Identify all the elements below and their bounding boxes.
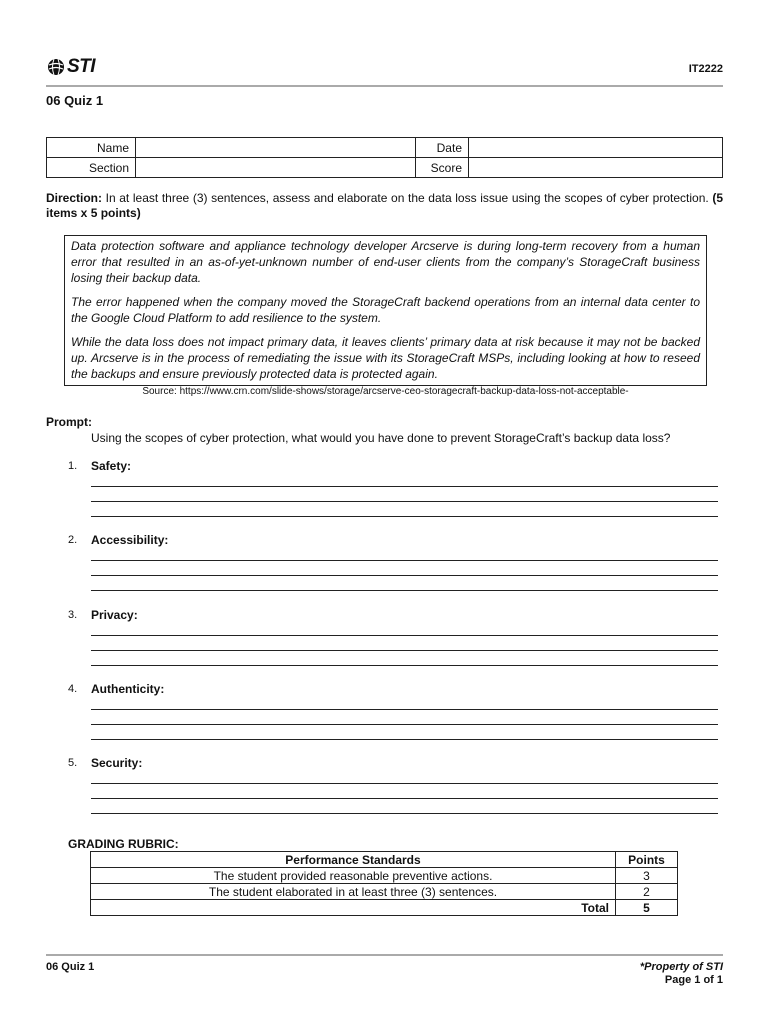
- quiz-title: 06 Quiz 1: [46, 93, 104, 108]
- answer-line[interactable]: [91, 486, 718, 487]
- item-number: 1.: [68, 460, 78, 472]
- answer-line[interactable]: [91, 665, 718, 666]
- student-info-table: [46, 137, 723, 178]
- rubric-standard: The student elaborated in at least three (3) sentences.: [91, 884, 616, 900]
- item-number: 2.: [68, 534, 78, 546]
- rubric-header-points: Points: [616, 852, 678, 868]
- section-label: Section: [47, 158, 136, 178]
- rubric-total-value: 5: [616, 900, 678, 916]
- direction-body: In at least three (3) sentences, assess and elaborate on the data loss issue using the scopes of cyber protection.: [102, 191, 713, 205]
- rubric-header-row: [91, 852, 678, 868]
- name-field[interactable]: [136, 138, 416, 158]
- item-label: Accessibility:: [91, 533, 169, 547]
- answer-line[interactable]: [91, 724, 718, 725]
- logo-text: STI: [67, 56, 96, 77]
- rubric-standard: The student provided reasonable preventive actions.: [91, 868, 616, 884]
- answer-line[interactable]: [91, 813, 718, 814]
- item-label: Privacy:: [91, 608, 138, 622]
- answer-line[interactable]: [91, 709, 718, 710]
- item-number: 3.: [68, 609, 78, 621]
- direction-label: Direction:: [46, 191, 103, 205]
- answer-line[interactable]: [91, 560, 718, 561]
- item-label: Security:: [91, 756, 143, 770]
- footer-right: [640, 961, 723, 987]
- case-paragraph: The error happened when the company moved the StorageCraft backend operations from an internal data center to the Google Cloud Platform to add resilience to the system.: [71, 295, 700, 325]
- direction-text: [46, 191, 723, 221]
- rubric-points: 3: [616, 868, 678, 884]
- case-paragraph: While the data loss does not impact primary data, it leaves clients’ primary data at risk because it may not be backed up. Arcserve is in the process of remediating the issue with its StorageCraft MSPs, including looking at how to reseed the backups and ensure previously protected data is protected again.: [71, 335, 700, 381]
- case-paragraph: Data protection software and appliance technology developer Arcserve is during long-term recovery from a human error that resulted in an as-of-yet-unknown number of end-user clients from the company’s StorageCraft business losing their backup data.: [71, 239, 700, 285]
- item-label: Safety:: [91, 459, 132, 473]
- answer-line[interactable]: [91, 501, 718, 502]
- answer-line[interactable]: [91, 575, 718, 576]
- date-label: Date: [416, 138, 469, 158]
- answer-line[interactable]: [91, 635, 718, 636]
- rubric-title: GRADING RUBRIC:: [68, 837, 179, 851]
- page-number: Page 1 of 1: [664, 974, 723, 986]
- case-study-box: [64, 235, 707, 386]
- rubric-header-standards: Performance Standards: [91, 852, 616, 868]
- course-code: IT2222: [688, 63, 723, 75]
- score-label: Score: [416, 158, 469, 178]
- answer-line[interactable]: [91, 739, 718, 740]
- page-header: [46, 54, 723, 86]
- answer-line[interactable]: [91, 798, 718, 799]
- footer-divider: [46, 954, 723, 956]
- source-citation: Source: https://www.crn.com/slide-shows/storage/arcserve-ceo-storagecraft-backup-data-loss-not-acceptable-: [142, 386, 629, 397]
- item-number: 4.: [68, 683, 78, 695]
- answer-line[interactable]: [91, 783, 718, 784]
- grading-rubric-table: [90, 851, 678, 916]
- answer-line[interactable]: [91, 650, 718, 651]
- header-divider: [46, 85, 723, 87]
- prompt-text: Using the scopes of cyber protection, what would you have done to prevent StorageCraft’s backup data loss?: [91, 431, 671, 445]
- rubric-row: [91, 868, 678, 884]
- property-notice: *Property of STI: [639, 961, 723, 973]
- item-label: Authenticity:: [91, 682, 165, 696]
- sti-logo: [46, 56, 95, 78]
- globe-logo-icon: [46, 57, 66, 77]
- rubric-row: [91, 884, 678, 900]
- score-field[interactable]: [469, 158, 723, 178]
- rubric-points: 2: [616, 884, 678, 900]
- rubric-total-label: Total: [91, 900, 616, 916]
- name-label: Name: [47, 138, 136, 158]
- prompt-label: Prompt:: [46, 415, 92, 429]
- answer-line[interactable]: [91, 590, 718, 591]
- item-number: 5.: [68, 757, 78, 769]
- section-field[interactable]: [136, 158, 416, 178]
- footer-quiz-title: 06 Quiz 1: [46, 961, 95, 973]
- rubric-total-row: [91, 900, 678, 916]
- date-field[interactable]: [469, 138, 723, 158]
- answer-line[interactable]: [91, 516, 718, 517]
- direction-points: (5 items x 5 points): [46, 191, 723, 220]
